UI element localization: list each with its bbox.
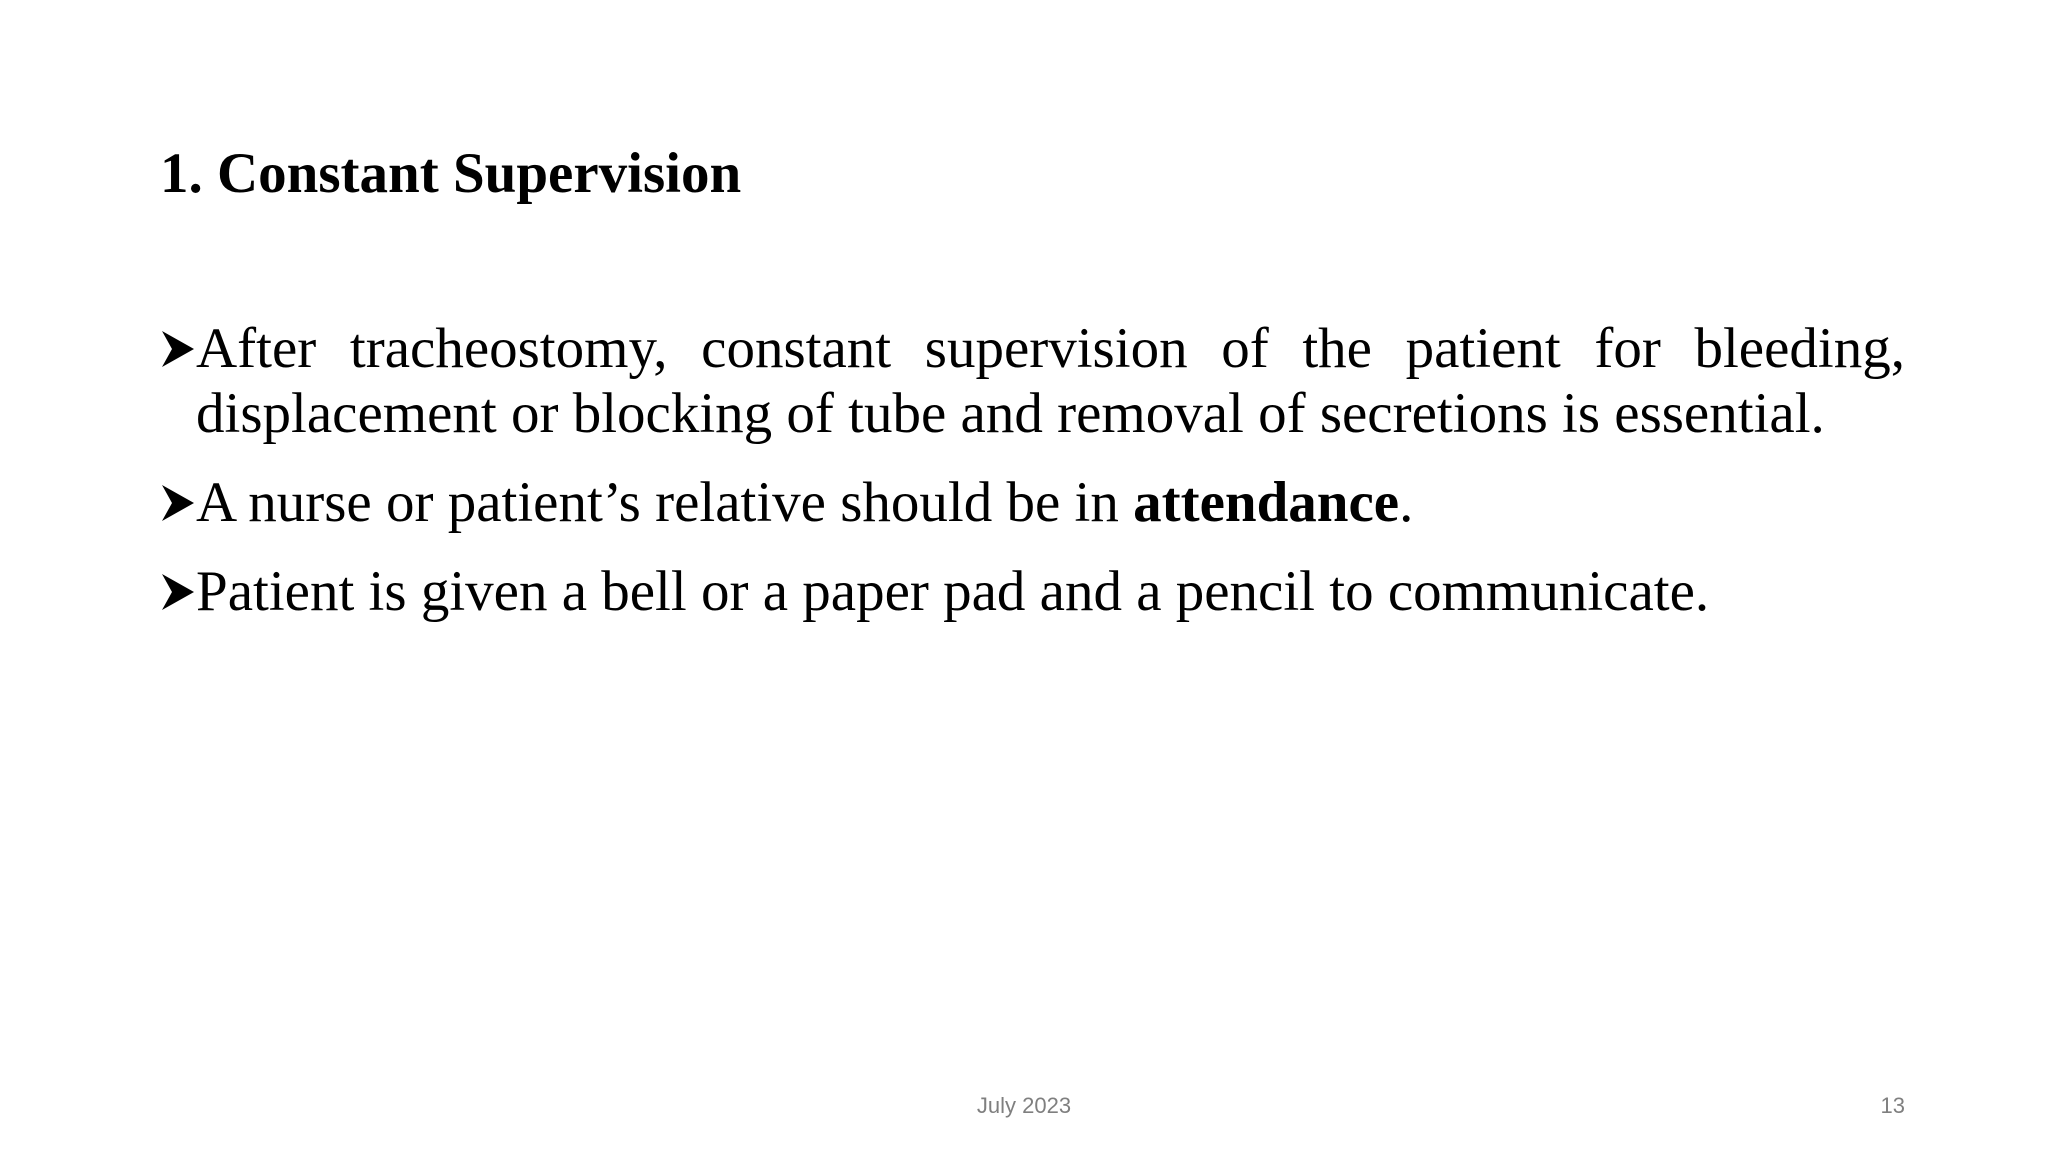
bullet-text: After tracheostomy, constant supervision of the patient for bleeding, displacement or blocking of tube and removal of secretions is essential. — [196, 317, 1905, 445]
bullet-item — [160, 316, 1905, 446]
arrowhead-bullet-icon — [160, 572, 196, 612]
footer-date: July 2023 — [976, 1093, 1072, 1118]
bullet-text-after: . — [1399, 471, 1414, 534]
bullet-bold-text: attendance — [1133, 471, 1400, 534]
arrowhead-bullet-icon — [160, 329, 196, 369]
bullet-item — [160, 559, 1905, 624]
bullet-text-before: A nurse or patient’s relative should be in — [196, 471, 1134, 534]
bullet-item — [160, 470, 1905, 535]
slide-number: 13 — [1880, 1093, 1905, 1118]
slide-heading: 1. Constant Supervision — [160, 142, 742, 205]
bullet-list — [160, 316, 1905, 648]
arrowhead-bullet-icon — [160, 483, 196, 523]
bullet-text: Patient is given a bell or a paper pad and a pencil to communicate. — [196, 560, 1710, 623]
bullet-text — [196, 471, 1413, 534]
